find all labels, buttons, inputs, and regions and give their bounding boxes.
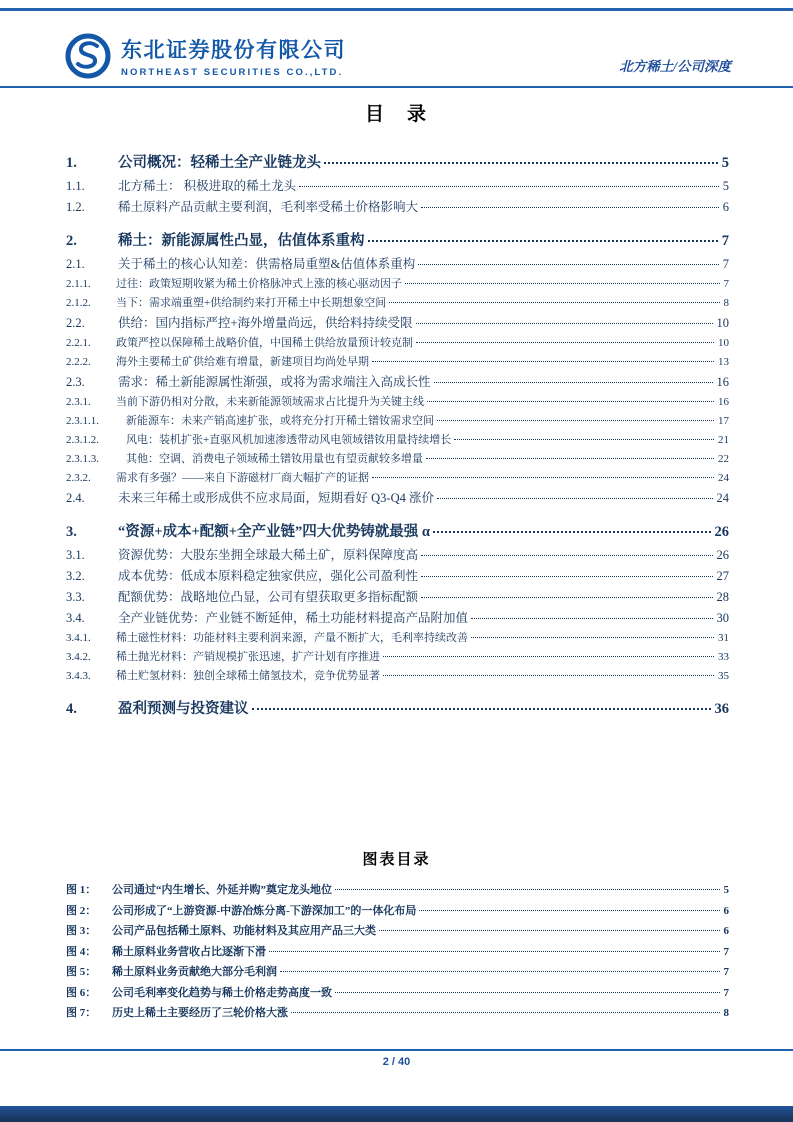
toc-entry[interactable]: [66, 176, 729, 197]
figure-entry[interactable]: [66, 921, 729, 942]
toc-entry-number: 3.3.: [66, 590, 85, 604]
toc-entry[interactable]: [66, 469, 729, 488]
dot-leader: [416, 342, 714, 343]
toc-entry-page: 13: [718, 356, 729, 368]
toc-entry-page: 22: [718, 453, 729, 465]
toc-entry-title: 资源优势：大股东坐拥全球最大稀土矿，原料保障度高: [118, 548, 419, 562]
dot-leader: [421, 555, 712, 556]
toc-entry[interactable]: [66, 353, 729, 372]
company-logo-icon: [64, 32, 112, 80]
toc-entry[interactable]: [66, 608, 729, 629]
toc-entry[interactable]: [66, 545, 729, 566]
dot-leader: [418, 264, 719, 265]
dot-leader: [335, 889, 720, 890]
dot-leader: [433, 531, 710, 533]
toc-entry-page: 16: [716, 375, 729, 389]
toc-entry-number: 2.: [66, 233, 77, 249]
figure-entry-title: 历史上稀土主要经历了三轮价格大涨: [112, 1007, 288, 1019]
toc-entry-number: 3.1.: [66, 548, 85, 562]
toc-entry[interactable]: [66, 629, 729, 648]
top-divider: [0, 8, 793, 11]
toc-entry-title: 公司概况：轻稀土全产业链龙头: [118, 155, 321, 171]
toc-entry[interactable]: [66, 334, 729, 353]
toc-entry-title: “资源+成本+配额+全产业链”四大优势铸就最强 α: [118, 524, 431, 540]
dot-leader: [299, 186, 719, 187]
figures-title: 图表目录: [362, 852, 431, 868]
toc-entry[interactable]: [66, 431, 729, 450]
toc-entry-page: 21: [718, 434, 729, 446]
figure-entry-title: 公司产品包括稀土原料、功能材料及其应用产品三大类: [112, 925, 376, 937]
toc-entry[interactable]: [66, 667, 729, 686]
dot-leader: [324, 162, 718, 164]
dot-leader: [427, 401, 714, 402]
toc-entry[interactable]: [66, 450, 729, 469]
toc-entry[interactable]: [66, 587, 729, 608]
figure-entry-label: 图 5：: [66, 966, 97, 978]
toc-entry-number: 2.2.2.: [66, 356, 91, 368]
page-number: 2 / 40: [382, 1056, 411, 1068]
toc-entry[interactable]: [66, 393, 729, 412]
toc-entry-title: 海外主要稀土矿供给难有增量，新建项目均尚处早期: [116, 356, 369, 368]
toc-entry-page: 10: [718, 337, 729, 349]
figure-entry-title: 公司形成了“上游资源-中游冶炼分离-下游深加工”的一体化布局: [112, 904, 417, 917]
toc-entry-title: 新能源车：未来产销高速扩张，或将充分打开稀土镨钕需求空间: [126, 415, 434, 427]
dot-leader: [421, 207, 719, 208]
dot-leader: [372, 361, 714, 362]
toc-entry[interactable]: [66, 520, 729, 545]
toc-entry-number: 3.2.: [66, 569, 85, 583]
dot-leader: [416, 323, 713, 324]
toc-entry[interactable]: [66, 294, 729, 313]
figure-entry[interactable]: [66, 962, 729, 983]
toc-entry[interactable]: [66, 697, 729, 722]
figure-entry-page: 8: [723, 1007, 729, 1019]
toc-entry-page: 35: [718, 670, 729, 682]
toc-entry-title: 全产业链优势：产业链不断延伸，稀土功能材料提高产品附加值: [118, 611, 469, 625]
figure-entry[interactable]: [66, 1003, 729, 1024]
dot-leader: [291, 1012, 720, 1013]
toc-entry-title: 未来三年稀土或形成供不应求局面，短期看好 Q3-Q4 涨价: [118, 491, 434, 505]
toc-entry-page: 8: [723, 297, 729, 309]
toc-entry-number: 2.3.: [66, 375, 85, 389]
figure-entry[interactable]: [66, 983, 729, 1004]
toc-entry-page: 26: [716, 548, 729, 562]
dot-leader: [437, 420, 714, 421]
figure-entry[interactable]: [66, 942, 729, 963]
toc-entry-title: 成本优势：低成本原料稳定独家供应，强化公司盈利性: [118, 569, 419, 583]
dot-leader: [335, 992, 720, 993]
company-name-cn: 东北证券股份有限公司: [121, 39, 346, 62]
figure-entry-label: 图 1：: [66, 884, 97, 896]
dot-leader: [437, 498, 713, 499]
toc-entry-title: 政策严控以保障稀土战略价值，中国稀土供给放量预计较克制: [116, 337, 413, 349]
figures-list: [66, 880, 729, 1024]
figure-entry-label: 图 7：: [66, 1007, 97, 1019]
toc-entry-number: 3.4.1.: [66, 632, 91, 644]
toc-entry-page: 30: [716, 611, 729, 625]
toc-entry-title: 盈利预测与投资建议: [118, 701, 249, 717]
dot-leader: [383, 675, 714, 676]
figure-entry[interactable]: [66, 880, 729, 901]
dot-leader: [389, 302, 719, 303]
toc-entry-page: 6: [722, 200, 729, 214]
brand-text: [121, 34, 346, 78]
toc-entry-number: 3.4.: [66, 611, 85, 625]
dot-leader: [383, 656, 714, 657]
figure-entry[interactable]: [66, 901, 729, 922]
toc-entry-title: 稀土原料产品贡献主要利润，毛利率受稀土价格影响大: [118, 200, 419, 214]
toc-entry[interactable]: [66, 313, 729, 334]
toc-entry-number: 2.3.1.2.: [66, 434, 99, 446]
toc-entry-page: 5: [722, 179, 729, 193]
figure-entry-page: 7: [723, 986, 729, 999]
toc-entry-page: 28: [716, 590, 729, 604]
toc-entry-title: 配额优势：战略地位凸显，公司有望获取更多指标配额: [118, 590, 419, 604]
toc-entry-page: 17: [718, 415, 729, 427]
figure-entry-page: 7: [723, 945, 729, 958]
toc-entry-page: 5: [721, 155, 729, 171]
toc-entry-number: 1.2.: [66, 200, 85, 214]
toc-title: 目 录: [364, 104, 428, 125]
toc-entry-number: 2.1.2.: [66, 297, 91, 309]
toc-entry[interactable]: [66, 151, 729, 176]
report-tag: 北方稀土/公司深度: [619, 59, 731, 74]
toc-entry-title: 稀土：新能源属性凸显，估值体系重构: [118, 233, 365, 249]
dot-leader: [421, 576, 712, 577]
toc-entry-number: 2.4.: [66, 491, 85, 505]
toc-entry-title: 其他：空调、消费电子领域稀土镨钕用量也有望贡献较多增量: [126, 453, 423, 465]
toc-entry-number: 2.1.1.: [66, 278, 91, 290]
toc-entry-title: 风电：装机扩张+直驱风机加速渗透带动风电领域镨钕用量持续增长: [126, 434, 452, 446]
toc-entry-number: 2.3.1.3.: [66, 453, 99, 465]
figure-entry-label: 图 4：: [66, 945, 97, 958]
toc-entry-number: 1.1.: [66, 179, 85, 193]
toc-list: [66, 140, 729, 722]
dot-leader: [379, 930, 720, 931]
dot-leader: [471, 637, 714, 638]
dot-leader: [368, 240, 718, 242]
toc-entry[interactable]: [66, 229, 729, 254]
figure-entry-title: 稀土原料业务营收占比逐渐下滑: [112, 945, 266, 958]
toc-entry-page: 27: [716, 569, 729, 583]
toc-entry[interactable]: [66, 254, 729, 275]
footer-bar: [0, 1106, 793, 1122]
figure-entry-page: 6: [723, 925, 729, 937]
figure-entry-label: 图 6：: [66, 986, 97, 999]
toc-entry[interactable]: [66, 566, 729, 587]
dot-leader: [434, 382, 713, 383]
toc-entry-page: 24: [718, 472, 729, 484]
toc-entry-number: 2.3.1.1.: [66, 415, 99, 427]
toc-entry-number: 2.3.1.: [66, 396, 91, 408]
dot-leader: [372, 477, 714, 478]
toc-entry-title: 稀土贮氢材料：独创全球稀土储氢技术，竞争优势显著: [116, 670, 380, 682]
toc-entry-number: 1.: [66, 155, 77, 171]
figure-entry-page: 5: [723, 884, 729, 896]
toc-entry-title: 当前下游仍相对分散，未来新能源领域需求占比提升为关键主线: [116, 396, 424, 408]
toc-entry-page: 7: [721, 233, 729, 249]
toc-entry-title: 需求：稀土新能源属性渐强，或将为需求端注入高成长性: [118, 375, 431, 389]
toc-entry-page: 16: [718, 396, 729, 408]
toc-entry-number: 2.1.: [66, 257, 85, 271]
dot-leader: [252, 708, 711, 710]
dot-leader: [421, 597, 712, 598]
toc-entry-page: 31: [718, 632, 729, 644]
report-header: [64, 22, 731, 80]
toc-entry[interactable]: [66, 648, 729, 667]
toc-entry-title: 需求有多强？——来自下游磁材厂商大幅扩产的证据: [116, 472, 369, 484]
toc-entry-number: 3.4.2.: [66, 651, 91, 663]
toc-entry-title: 关于稀土的核心认知差：供需格局重塑&估值体系重构: [118, 257, 416, 271]
figure-entry-title: 稀土原料业务贡献绝大部分毛利润: [112, 966, 277, 978]
toc-entry-page: 24: [716, 491, 729, 505]
figure-entry-label: 图 3：: [66, 925, 97, 937]
figure-entry-title: 公司通过“内生增长、外延并购”奠定龙头地位: [112, 884, 332, 896]
toc-entry[interactable]: [66, 372, 729, 393]
figure-entry-page: 6: [723, 904, 729, 917]
toc-entry-page: 7: [723, 278, 729, 290]
dot-leader: [405, 283, 720, 284]
toc-entry-title: 稀土磁性材料：功能材料主要利润来源，产量不断扩大，毛利率持续改善: [116, 632, 468, 644]
footer-divider: [0, 1049, 793, 1051]
toc-entry-page: 33: [718, 651, 729, 663]
toc-entry[interactable]: [66, 412, 729, 431]
toc-entry-title: 稀土抛光材料：产销规模扩张迅速，扩产计划有序推进: [116, 651, 380, 663]
toc-entry-title: 当下：需求端重塑+供给制约来打开稀土中长期想象空间: [116, 297, 387, 309]
header-divider: [0, 86, 793, 88]
dot-leader: [471, 618, 712, 619]
company-name-en: NORTHEAST SECURITIES CO.,LTD.: [121, 67, 344, 78]
figure-entry-title: 公司毛利率变化趋势与稀土价格走势高度一致: [112, 986, 332, 999]
dot-leader: [269, 951, 720, 952]
toc-entry-page: 26: [714, 524, 729, 540]
toc-entry-number: 3.4.3.: [66, 670, 91, 682]
toc-entry[interactable]: [66, 488, 729, 509]
toc-entry[interactable]: [66, 275, 729, 294]
toc-entry[interactable]: [66, 197, 729, 218]
brand: [64, 32, 346, 80]
dot-leader: [280, 971, 720, 972]
toc-entry-number: 3.: [66, 524, 77, 540]
toc-entry-number: 2.2.1.: [66, 337, 91, 349]
toc-entry-title: 过往：政策短期收紧为稀土价格脉冲式上涨的核心驱动因子: [116, 278, 402, 290]
toc-entry-number: 2.3.2.: [66, 472, 91, 484]
toc-entry-number: 2.2.: [66, 316, 85, 330]
toc-entry-number: 4.: [66, 701, 77, 717]
dot-leader: [454, 439, 714, 440]
toc-entry-page: 7: [722, 257, 729, 271]
figure-entry-page: 7: [723, 966, 729, 978]
dot-leader: [419, 910, 719, 911]
toc-entry-page: 10: [716, 316, 729, 330]
figure-entry-label: 图 2：: [66, 904, 97, 917]
toc-entry-page: 36: [714, 701, 729, 717]
toc-entry-title: 北方稀土： 积极进取的稀土龙头: [118, 179, 297, 193]
dot-leader: [426, 458, 714, 459]
toc-entry-title: 供给：国内指标严控+海外增量尚远，供给料持续受限: [118, 316, 413, 330]
